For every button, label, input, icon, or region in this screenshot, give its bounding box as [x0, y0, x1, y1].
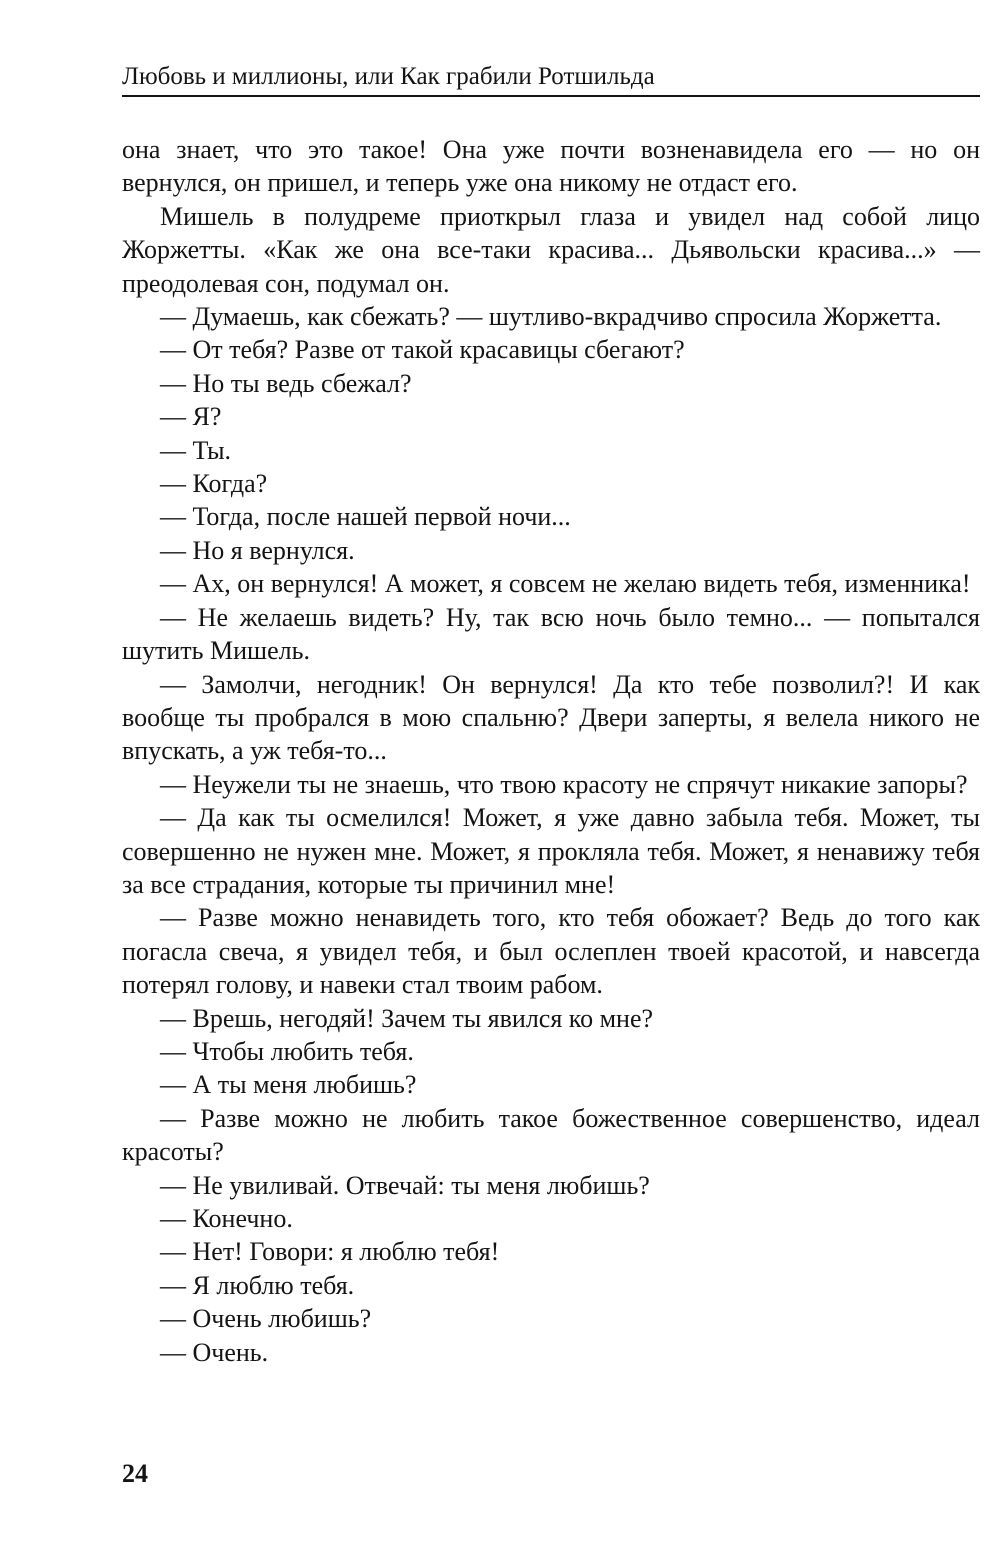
- paragraph: — Врешь, негодяй! Зачем ты явился ко мне?: [160, 1003, 654, 1033]
- paragraph: — Очень любишь?: [160, 1304, 372, 1334]
- paragraph: — Не желаешь видеть? Ну, так всю ночь было темно... — попытался шутить Мишель.: [122, 602, 980, 666]
- page-text: [122, 133, 980, 1369]
- paragraph: — Ах, он вернулся! А может, я совсем не желаю видеть тебя, изменника!: [160, 569, 971, 599]
- paragraph: — Конечно.: [160, 1204, 293, 1233]
- paragraph: — А ты меня любишь?: [160, 1070, 417, 1100]
- paragraph: — Я?: [160, 402, 222, 432]
- paragraph: она знает, что это такое! Она уже почти возненавидела его — но он вернулся, он пришел, и теперь уже она никому не отдаст его.: [122, 135, 980, 198]
- paragraph: — Разве можно не любить такое божественное совершенство, идеал красоты?: [122, 1103, 980, 1167]
- running-header-title: Любовь и миллионы, или Как грабили Ротшильда: [122, 63, 655, 90]
- paragraph: — Очень.: [160, 1337, 269, 1367]
- paragraph: — Чтобы любить тебя.: [160, 1036, 414, 1066]
- paragraph: — Думаешь, как сбежать? — шутливо-вкрадчиво спросила Жоржетта.: [160, 302, 942, 332]
- paragraph: — Не увиливай. Отвечай: ты меня любишь?: [160, 1170, 650, 1200]
- paragraph: — Неужели ты не знаешь, что твою красоту не спрячут никакие запоры?: [160, 769, 968, 799]
- paragraph: — Тогда, после нашей первой ночи...: [160, 502, 571, 532]
- paragraph: — Но я вернулся.: [160, 535, 355, 565]
- header-rule: [122, 95, 980, 97]
- paragraph: — Замолчи, негодник! Он вернулся! Да кто тебе позволил?! И как вообще ты пробрался в мою спальню? Двери заперты, я велела никого не впускать, а уж тебя-то...: [122, 669, 980, 766]
- page-number: 24: [122, 1459, 148, 1488]
- paragraph: — Но ты ведь сбежал?: [160, 368, 412, 398]
- paragraph: — Когда?: [160, 469, 268, 499]
- paragraph: — Да как ты осмелился! Может, я уже давно забыла тебя. Может, ты совершенно не нужен мне. Может, я прокляла тебя. Может, я ненавижу тебя за все страдания, которые ты причинил мне!: [122, 803, 980, 899]
- paragraph: — От тебя? Разве от такой красавицы сбегают?: [160, 335, 685, 365]
- paragraph: Мишель в полудреме приоткрыл глаза и увидел над собой лицо Жоржетты. «Как же она все-таки красива... Дьявольски красива...» — преодолевая сон, подумал он.: [122, 201, 980, 298]
- paragraph: — Ты.: [160, 435, 232, 465]
- paragraph: — Я люблю тебя.: [160, 1270, 355, 1300]
- paragraph: — Нет! Говори: я люблю тебя!: [160, 1237, 500, 1267]
- paragraph: — Разве можно ненавидеть того, кто тебя обожает? Ведь до того как погасла свеча, я увидел тебя, и был ослеплен твоей красотой, и навсегда потерял голову, и навеки стал твоим рабом.: [122, 903, 980, 1000]
